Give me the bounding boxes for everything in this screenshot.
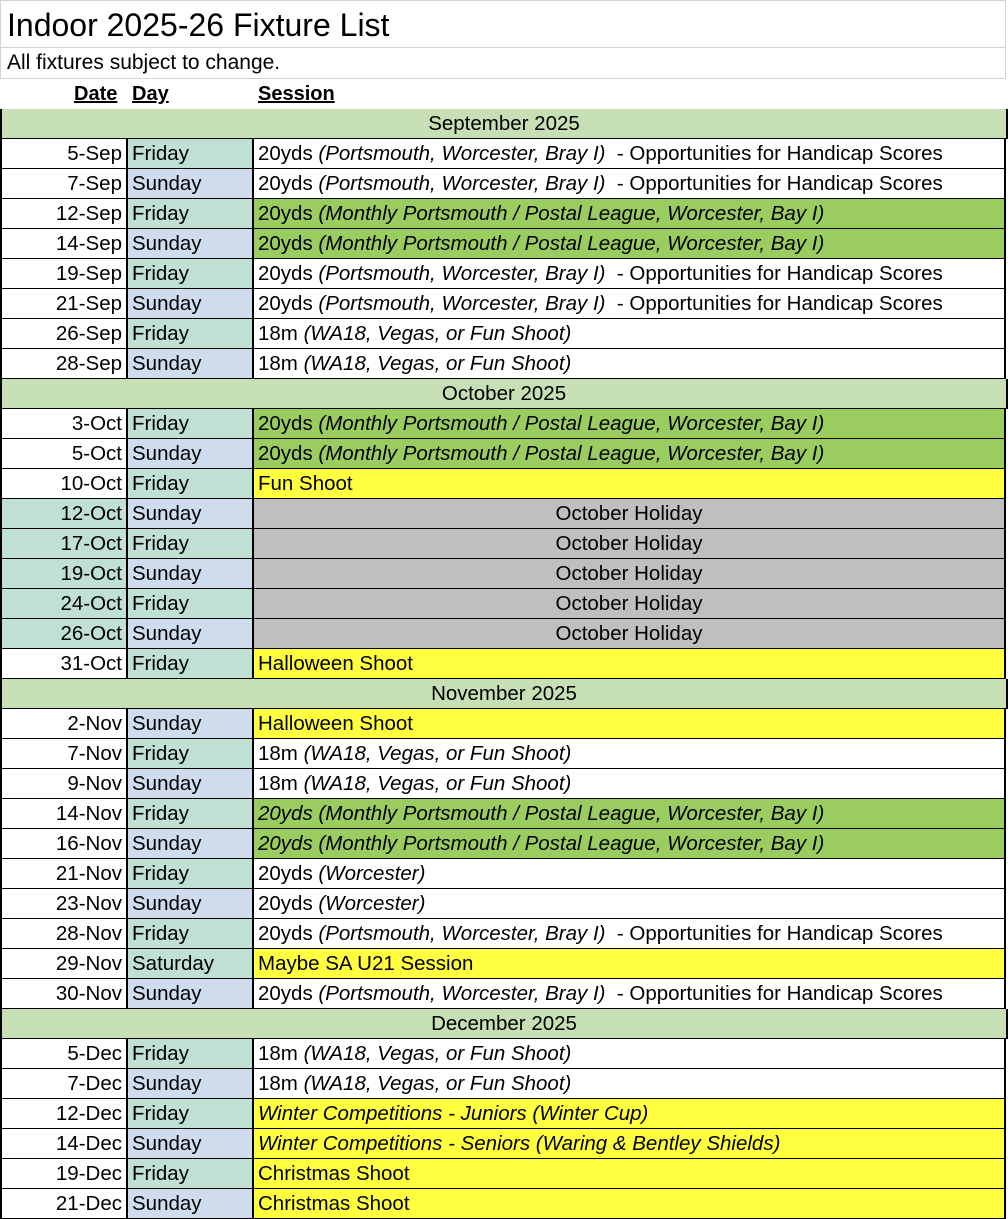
day-cell[interactable]: Friday <box>128 589 254 619</box>
session-title: October Holiday <box>555 532 703 555</box>
day-cell[interactable]: Friday <box>128 919 254 949</box>
day-cell[interactable]: Sunday <box>128 1129 254 1159</box>
day-cell[interactable]: Sunday <box>128 829 254 859</box>
date-cell[interactable]: 16-Nov <box>0 829 128 859</box>
session-note: - Opportunities for Handicap Scores <box>605 142 943 165</box>
session-title: October Holiday <box>555 592 703 615</box>
date-cell[interactable]: 14-Dec <box>0 1129 128 1159</box>
session-title: 20yds <box>258 292 319 315</box>
session-detail: Winter Competitions - Juniors (Winter Cup) <box>258 1102 649 1125</box>
session-cell[interactable] <box>254 979 1006 1009</box>
month-header[interactable]: December 2025 <box>0 1009 1008 1039</box>
fixture-row <box>0 229 1008 259</box>
session-title: 20yds <box>258 412 319 435</box>
day-cell[interactable]: Sunday <box>128 169 254 199</box>
day-cell[interactable]: Sunday <box>128 289 254 319</box>
day-cell[interactable]: Sunday <box>128 1189 254 1219</box>
session-note: - Opportunities for Handicap Scores <box>605 172 943 195</box>
fixture-row <box>0 199 1008 229</box>
fixture-row <box>0 769 1008 799</box>
fixture-row <box>0 1099 1008 1129</box>
day-cell[interactable]: Sunday <box>128 559 254 589</box>
fixture-table <box>0 109 1008 1219</box>
date-cell[interactable]: 28-Sep <box>0 349 128 379</box>
session-title: 20yds <box>258 202 319 225</box>
day-cell[interactable]: Friday <box>128 739 254 769</box>
fixture-row <box>0 799 1008 829</box>
date-cell[interactable]: 19-Sep <box>0 259 128 289</box>
session-note: - Opportunities for Handicap Scores <box>605 292 943 315</box>
session-title: October Holiday <box>555 622 703 645</box>
date-cell[interactable]: 17-Oct <box>0 529 128 559</box>
session-cell[interactable] <box>254 1039 1006 1069</box>
fixture-row <box>0 859 1008 889</box>
session-note: - Opportunities for Handicap Scores <box>605 922 943 945</box>
month-header[interactable]: November 2025 <box>0 679 1008 709</box>
session-detail: (Portsmouth, Worcester, Bray I) <box>318 142 606 165</box>
fixture-row <box>0 589 1008 619</box>
session-cell[interactable] <box>254 589 1006 619</box>
date-cell[interactable]: 21-Dec <box>0 1189 128 1219</box>
session-cell[interactable] <box>254 709 1006 739</box>
session-title: 20yds <box>258 862 319 885</box>
session-cell[interactable] <box>254 949 1006 979</box>
session-title: Halloween Shoot <box>258 712 413 735</box>
session-title: Halloween Shoot <box>258 652 413 675</box>
date-cell[interactable]: 14-Nov <box>0 799 128 829</box>
session-title: 18m <box>258 742 304 765</box>
fixture-row <box>0 499 1008 529</box>
date-cell[interactable]: 19-Dec <box>0 1159 128 1189</box>
day-cell[interactable]: Friday <box>128 139 254 169</box>
date-cell[interactable]: 12-Oct <box>0 499 128 529</box>
fixture-row <box>0 919 1008 949</box>
session-detail: Winter Competitions - Seniors (Waring & Bentley Shields) <box>258 1132 781 1155</box>
session-detail: (Portsmouth, Worcester, Bray I) <box>318 172 606 195</box>
day-cell[interactable]: Sunday <box>128 889 254 919</box>
header-session[interactable]: Session <box>258 83 335 105</box>
session-title: Fun Shoot <box>258 472 353 495</box>
day-cell[interactable]: Saturday <box>128 949 254 979</box>
session-note: - Opportunities for Handicap Scores <box>605 982 943 1005</box>
session-title: Maybe SA U21 Session <box>258 952 474 975</box>
session-cell[interactable] <box>254 259 1006 289</box>
date-cell[interactable]: 31-Oct <box>0 649 128 679</box>
date-cell[interactable]: 26-Sep <box>0 319 128 349</box>
session-note: - Opportunities for Handicap Scores <box>605 262 943 285</box>
day-cell[interactable]: Friday <box>128 1159 254 1189</box>
session-cell[interactable] <box>254 859 1006 889</box>
date-cell[interactable]: 14-Sep <box>0 229 128 259</box>
day-cell[interactable]: Friday <box>128 199 254 229</box>
session-title: 18m <box>258 1042 304 1065</box>
session-detail: (Monthly Portsmouth / Postal League, Worcester, Bay I) <box>318 232 825 255</box>
session-detail: (Monthly Portsmouth / Postal League, Worcester, Bay I) <box>318 442 825 465</box>
fixture-row <box>0 949 1008 979</box>
session-cell[interactable] <box>254 139 1006 169</box>
date-cell[interactable]: 28-Nov <box>0 919 128 949</box>
date-cell[interactable]: 5-Oct <box>0 439 128 469</box>
session-title: 20yds <box>258 232 319 255</box>
fixture-row <box>0 409 1008 439</box>
day-cell[interactable]: Friday <box>128 469 254 499</box>
day-cell[interactable]: Friday <box>128 409 254 439</box>
day-cell[interactable]: Friday <box>128 259 254 289</box>
date-cell[interactable]: 23-Nov <box>0 889 128 919</box>
session-cell[interactable] <box>254 919 1006 949</box>
session-detail: (WA18, Vegas, or Fun Shoot) <box>303 1072 572 1095</box>
session-cell[interactable] <box>254 1099 1006 1129</box>
session-cell[interactable] <box>254 469 1006 499</box>
session-detail: 20yds (Monthly Portsmouth / Postal League, Worcester, Bay I) <box>258 802 825 825</box>
date-cell[interactable]: 21-Sep <box>0 289 128 319</box>
day-cell[interactable]: Sunday <box>128 1069 254 1099</box>
fixture-row <box>0 529 1008 559</box>
session-cell[interactable] <box>254 619 1006 649</box>
session-detail: 20yds (Monthly Portsmouth / Postal League, Worcester, Bay I) <box>258 832 825 855</box>
date-cell[interactable]: 10-Oct <box>0 469 128 499</box>
header-date[interactable]: Date <box>74 83 118 105</box>
session-title: 18m <box>258 1072 304 1095</box>
date-cell[interactable]: 5-Dec <box>0 1039 128 1069</box>
session-detail: (Worcester) <box>318 892 426 915</box>
session-title: 20yds <box>258 172 319 195</box>
fixture-row <box>0 619 1008 649</box>
session-cell[interactable] <box>254 559 1006 589</box>
fixture-row <box>0 979 1008 1009</box>
session-detail: (Portsmouth, Worcester, Bray I) <box>318 292 606 315</box>
session-detail: (WA18, Vegas, or Fun Shoot) <box>303 1042 572 1065</box>
session-detail: (WA18, Vegas, or Fun Shoot) <box>303 742 572 765</box>
session-title: Christmas Shoot <box>258 1162 410 1185</box>
fixture-row <box>0 1159 1008 1189</box>
session-detail: (WA18, Vegas, or Fun Shoot) <box>303 352 572 375</box>
date-cell[interactable]: 12-Sep <box>0 199 128 229</box>
fixture-row <box>0 1189 1008 1219</box>
session-title: 20yds <box>258 142 319 165</box>
session-cell[interactable] <box>254 529 1006 559</box>
session-detail: (WA18, Vegas, or Fun Shoot) <box>303 772 572 795</box>
session-cell[interactable] <box>254 289 1006 319</box>
day-cell[interactable]: Sunday <box>128 349 254 379</box>
session-cell[interactable] <box>254 1069 1006 1099</box>
day-cell[interactable]: Sunday <box>128 439 254 469</box>
day-cell[interactable]: Friday <box>128 649 254 679</box>
fixture-row <box>0 439 1008 469</box>
fixture-row <box>0 139 1008 169</box>
session-cell[interactable] <box>254 499 1006 529</box>
date-cell[interactable]: 3-Oct <box>0 409 128 439</box>
fixture-row <box>0 739 1008 769</box>
date-cell[interactable]: 2-Nov <box>0 709 128 739</box>
session-cell[interactable] <box>254 229 1006 259</box>
session-cell[interactable] <box>254 889 1006 919</box>
session-cell[interactable] <box>254 439 1006 469</box>
session-cell[interactable] <box>254 409 1006 439</box>
session-title: 20yds <box>258 442 319 465</box>
day-cell[interactable]: Friday <box>128 859 254 889</box>
fixture-row <box>0 1039 1008 1069</box>
day-cell[interactable]: Sunday <box>128 499 254 529</box>
session-title: October Holiday <box>555 502 703 525</box>
day-cell[interactable]: Friday <box>128 1099 254 1129</box>
fixture-row <box>0 1129 1008 1159</box>
session-detail: (WA18, Vegas, or Fun Shoot) <box>303 322 572 345</box>
session-detail: (Monthly Portsmouth / Postal League, Worcester, Bay I) <box>318 202 825 225</box>
session-cell[interactable] <box>254 829 1006 859</box>
sheet-subtitle[interactable]: All fixtures subject to change. <box>0 48 1006 79</box>
month-header[interactable]: October 2025 <box>0 379 1008 409</box>
session-cell[interactable] <box>254 349 1006 379</box>
session-detail: (Portsmouth, Worcester, Bray I) <box>318 982 606 1005</box>
day-cell[interactable]: Sunday <box>128 619 254 649</box>
date-cell[interactable]: 12-Dec <box>0 1099 128 1129</box>
session-cell[interactable] <box>254 169 1006 199</box>
fixture-row <box>0 559 1008 589</box>
day-cell[interactable]: Friday <box>128 529 254 559</box>
fixture-row <box>0 709 1008 739</box>
fixture-row <box>0 1069 1008 1099</box>
day-cell[interactable]: Sunday <box>128 709 254 739</box>
fixture-row <box>0 889 1008 919</box>
session-detail: (Portsmouth, Worcester, Bray I) <box>318 262 606 285</box>
session-cell[interactable] <box>254 319 1006 349</box>
session-cell[interactable] <box>254 739 1006 769</box>
day-cell[interactable]: Sunday <box>128 229 254 259</box>
fixture-row <box>0 829 1008 859</box>
fixture-row <box>0 349 1008 379</box>
session-title: 20yds <box>258 262 319 285</box>
session-cell[interactable] <box>254 799 1006 829</box>
date-cell[interactable]: 30-Nov <box>0 979 128 1009</box>
session-cell[interactable] <box>254 199 1006 229</box>
session-title: 18m <box>258 322 304 345</box>
date-cell[interactable]: 24-Oct <box>0 589 128 619</box>
date-cell[interactable]: 29-Nov <box>0 949 128 979</box>
session-cell[interactable] <box>254 1129 1006 1159</box>
session-title: Christmas Shoot <box>258 1192 410 1215</box>
fixture-row <box>0 469 1008 499</box>
session-title: 20yds <box>258 892 319 915</box>
column-header-row <box>0 79 1006 109</box>
session-cell[interactable] <box>254 1159 1006 1189</box>
day-cell[interactable]: Friday <box>128 799 254 829</box>
fixture-row <box>0 259 1008 289</box>
sheet-title[interactable]: Indoor 2025-26 Fixture List <box>0 0 1006 48</box>
session-detail: (Worcester) <box>318 862 426 885</box>
date-cell[interactable]: 5-Sep <box>0 139 128 169</box>
day-cell[interactable]: Friday <box>128 319 254 349</box>
session-cell[interactable] <box>254 649 1006 679</box>
session-title: 20yds <box>258 982 319 1005</box>
month-header[interactable]: September 2025 <box>0 109 1008 139</box>
session-detail: (Monthly Portsmouth / Postal League, Worcester, Bay I) <box>318 412 825 435</box>
fixture-row <box>0 169 1008 199</box>
date-cell[interactable]: 9-Nov <box>0 769 128 799</box>
session-title: 18m <box>258 352 304 375</box>
session-title: October Holiday <box>555 562 703 585</box>
session-detail: (Portsmouth, Worcester, Bray I) <box>318 922 606 945</box>
date-cell[interactable]: 21-Nov <box>0 859 128 889</box>
session-title: 18m <box>258 772 304 795</box>
session-title: 20yds <box>258 922 319 945</box>
date-cell[interactable]: 7-Nov <box>0 739 128 769</box>
date-cell[interactable]: 7-Sep <box>0 169 128 199</box>
date-cell[interactable]: 7-Dec <box>0 1069 128 1099</box>
fixture-row <box>0 289 1008 319</box>
session-cell[interactable] <box>254 1189 1006 1219</box>
session-cell[interactable] <box>254 769 1006 799</box>
header-day[interactable]: Day <box>132 83 169 105</box>
fixture-row <box>0 319 1008 349</box>
date-cell[interactable]: 26-Oct <box>0 619 128 649</box>
fixture-row <box>0 649 1008 679</box>
day-cell[interactable]: Friday <box>128 1039 254 1069</box>
day-cell[interactable]: Sunday <box>128 979 254 1009</box>
day-cell[interactable]: Sunday <box>128 769 254 799</box>
date-cell[interactable]: 19-Oct <box>0 559 128 589</box>
